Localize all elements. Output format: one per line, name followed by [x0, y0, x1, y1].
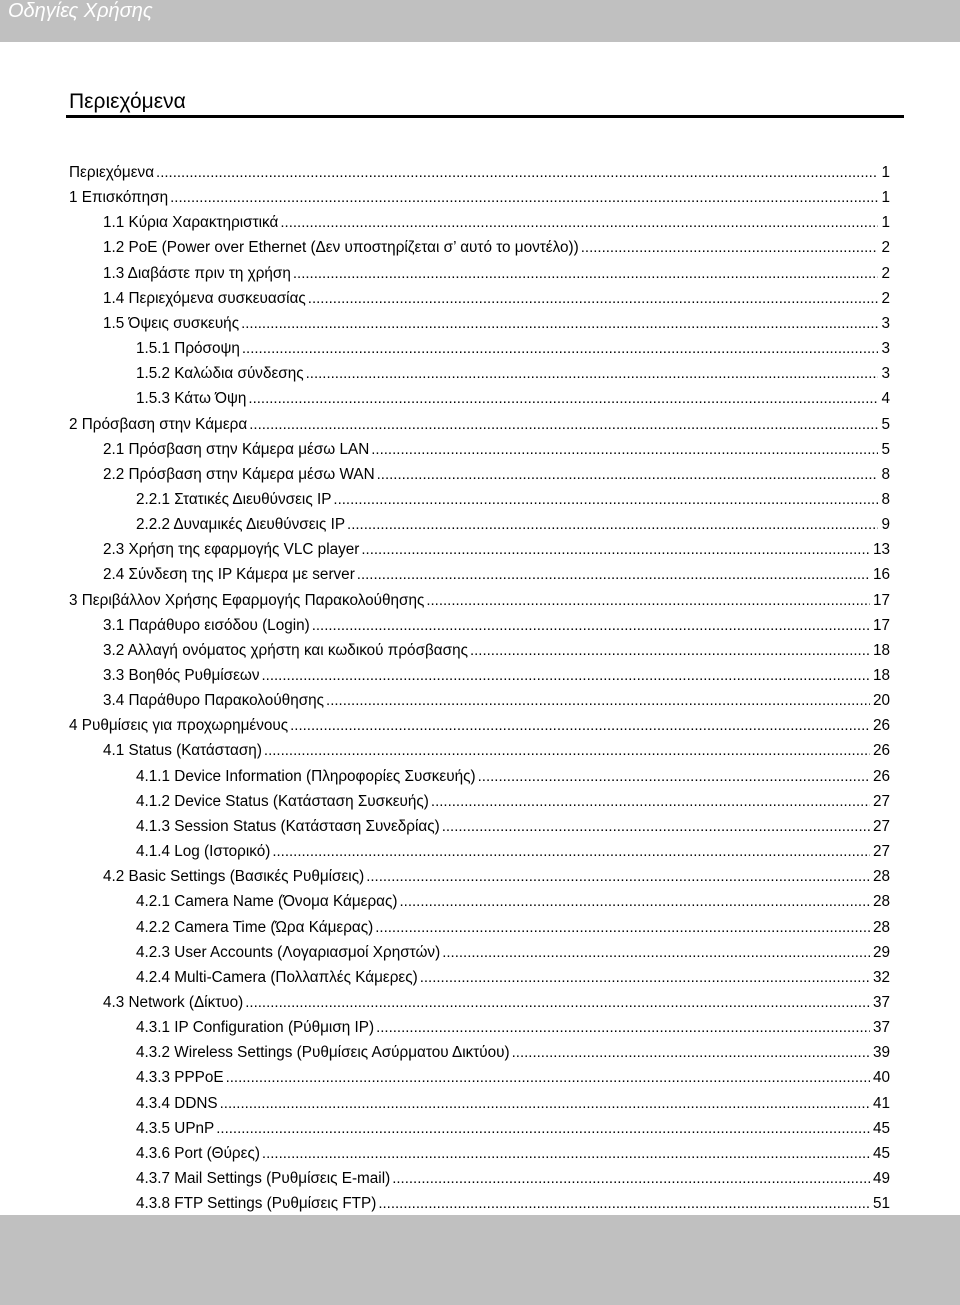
toc-entry-page: 37: [872, 1019, 890, 1037]
toc-leader-dots: [361, 537, 870, 562]
toc-entry-label: 4.1 Status (Κατάσταση): [103, 742, 262, 760]
toc-entry[interactable]: [103, 663, 890, 688]
toc-entry-label: 3.1 Παράθυρο εισόδου (Login): [103, 616, 310, 634]
toc-entry-label: 1.5.1 Πρόσοψη: [136, 340, 240, 358]
toc-entry-page: 8: [881, 465, 890, 483]
toc-entry-label: 2.2.2 Δυναμικές Διευθύνσεις IP: [136, 516, 346, 534]
toc-entry[interactable]: [136, 789, 890, 814]
toc-entry-page: 49: [872, 1170, 890, 1187]
toc-entry-page: 26: [872, 767, 890, 785]
toc-entry[interactable]: [136, 965, 890, 990]
toc-entry-page: 1: [881, 214, 890, 232]
toc-entry-page: 2: [881, 239, 890, 257]
toc-entry-page: 27: [872, 843, 890, 861]
toc-leader-dots: [400, 889, 870, 914]
toc-leader-dots: [226, 1065, 870, 1090]
toc-entry-page: 3: [881, 314, 890, 332]
toc-leader-dots: [420, 965, 870, 990]
toc-entry-page: 32: [872, 968, 890, 986]
toc-leader-dots: [241, 311, 878, 336]
toc-entry[interactable]: [69, 160, 890, 185]
toc-entry-page: 5: [881, 415, 890, 433]
toc-leader-dots: [375, 915, 870, 940]
toc-leader-dots: [312, 613, 870, 638]
toc-leader-dots: [156, 160, 878, 185]
toc-entry[interactable]: [136, 915, 890, 940]
toc-entry-page: 18: [872, 641, 890, 659]
toc-entry-label: 4.1.4 Log (Ιστορικό): [136, 843, 271, 861]
toc-entry[interactable]: [103, 688, 890, 713]
toc-entry-page: 17: [872, 616, 890, 634]
toc-entry[interactable]: [136, 361, 890, 386]
toc-entry[interactable]: [103, 562, 890, 587]
toc-entry[interactable]: [103, 437, 890, 462]
toc-entry-label: 1.5.2 Καλώδια σύνδεσης: [136, 365, 304, 383]
toc-entry[interactable]: [103, 537, 890, 562]
toc-entry[interactable]: [136, 1141, 890, 1166]
toc-entry-label: 4.1.1 Device Information (Πληροφορίες Συσκευής): [136, 767, 476, 785]
toc-entry[interactable]: [136, 1166, 890, 1191]
toc-entry[interactable]: [136, 839, 890, 864]
toc-leader-dots: [377, 462, 879, 487]
toc-entry-page: 5: [881, 440, 890, 458]
page-title: Περιεχόμενα: [69, 90, 186, 113]
toc-entry[interactable]: [69, 185, 890, 210]
toc-entry[interactable]: [136, 336, 890, 361]
heading-divider: [66, 115, 904, 118]
toc-leader-dots: [272, 839, 870, 864]
toc-entry[interactable]: [103, 864, 890, 889]
toc-entry-page: 9: [881, 516, 890, 534]
toc-entry-page: 28: [872, 868, 890, 886]
toc-entry-page: 20: [872, 692, 890, 710]
toc-leader-dots: [378, 1191, 870, 1216]
toc-entry[interactable]: [136, 814, 890, 839]
toc-entry[interactable]: [103, 638, 890, 663]
toc-entry-page: 37: [872, 993, 890, 1011]
toc-entry-label: 4.3.7 Mail Settings (Ρυθμίσεις E-mail): [136, 1170, 391, 1187]
toc-entry-label: 4.3.3 PPPoE: [136, 1069, 224, 1087]
toc-leader-dots: [426, 588, 870, 613]
toc-leader-dots: [431, 789, 870, 814]
toc-leader-dots: [333, 487, 878, 512]
toc-entry[interactable]: [103, 990, 890, 1015]
toc-entry-page: 40: [872, 1069, 890, 1087]
toc-entry[interactable]: [69, 713, 890, 738]
toc-leader-dots: [170, 185, 878, 210]
toc-entry[interactable]: [136, 512, 890, 537]
toc-entry-page: 1: [881, 164, 890, 181]
toc-entry[interactable]: [136, 1065, 890, 1090]
toc-leader-dots: [326, 688, 870, 713]
toc-leader-dots: [512, 1040, 870, 1065]
toc-leader-dots: [290, 713, 870, 738]
footer-band: [0, 1215, 960, 1305]
toc-entry-page: 1: [881, 189, 890, 207]
toc-leader-dots: [264, 738, 870, 763]
toc-entry-page: 17: [872, 591, 890, 609]
toc-entry-label: 4.3.5 UPnP: [136, 1119, 215, 1137]
toc-leader-dots: [470, 638, 870, 663]
toc-leader-dots: [249, 412, 878, 437]
toc-leader-dots: [306, 361, 879, 386]
toc-entry[interactable]: [136, 487, 890, 512]
toc-entry-page: 45: [872, 1119, 890, 1137]
toc-entry-page: 13: [872, 541, 890, 559]
toc-leader-dots: [262, 663, 870, 688]
toc-entry-label: 2.3 Χρήση της εφαρμογής VLC player: [103, 541, 360, 559]
toc-entry-label: 4.1.3 Session Status (Κατάσταση Συνεδρίας): [136, 817, 440, 835]
toc-entry-label: Περιεχόμενα: [69, 164, 155, 181]
header-band: [0, 0, 960, 42]
toc-entry[interactable]: [136, 1116, 890, 1141]
toc-leader-dots: [245, 990, 870, 1015]
toc-leader-dots: [478, 764, 870, 789]
toc-entry-page: 41: [872, 1094, 890, 1112]
toc-entry-label: 3 Περιβάλλον Χρήσης Εφαρμογής Παρακολούθησης: [69, 591, 425, 609]
toc-entry-label: 4 Ρυθμίσεις για προχωρημένους: [69, 717, 289, 735]
toc-entry[interactable]: [136, 386, 890, 411]
toc-entry-page: 26: [872, 717, 890, 735]
toc-entry[interactable]: [136, 1040, 890, 1065]
toc-entry-page: 27: [872, 817, 890, 835]
toc-entry-page: 16: [872, 566, 890, 584]
toc-leader-dots: [248, 386, 878, 411]
toc-leader-dots: [220, 1091, 870, 1116]
document-title: Οδηγίες Χρήσης: [8, 0, 153, 22]
toc-entry-page: 2: [881, 264, 890, 282]
toc-entry-page: 3: [881, 365, 890, 383]
toc-leader-dots: [262, 1141, 870, 1166]
toc-entry-page: 27: [872, 792, 890, 810]
toc-entry-label: 4.3.4 DDNS: [136, 1094, 218, 1112]
toc-entry-label: 1.5 Όψεις συσκευής: [103, 314, 240, 332]
toc-leader-dots: [392, 1166, 870, 1191]
toc-leader-dots: [347, 512, 878, 537]
toc-leader-dots: [581, 235, 879, 260]
toc-entry-label: 4.1.2 Device Status (Κατάσταση Συσκευής): [136, 792, 429, 810]
toc-entry-page: 3: [881, 340, 890, 358]
toc-entry[interactable]: [136, 889, 890, 914]
toc-entry-label: 3.3 Βοηθός Ρυθμίσεων: [103, 667, 260, 684]
toc-entry[interactable]: [103, 261, 890, 286]
toc-leader-dots: [442, 940, 870, 965]
toc-entry-page: 26: [872, 742, 890, 760]
toc-leader-dots: [376, 1015, 870, 1040]
toc-entry-label: 2.1 Πρόσβαση στην Κάμερα μέσω LAN: [103, 440, 370, 458]
toc-entry-label: 1.1 Κύρια Χαρακτηριστικά: [103, 214, 279, 232]
toc-entry-page: 18: [872, 667, 890, 684]
toc-entry-label: 4.2.4 Multi-Camera (Πολλαπλές Κάμερες): [136, 968, 418, 986]
toc-entry-label: 1 Επισκόπηση: [69, 189, 169, 207]
toc-leader-dots: [293, 261, 879, 286]
toc-entry-label: 1.4 Περιεχόμενα συσκευασίας: [103, 289, 306, 307]
toc-entry-label: 1.2 PoE (Power over Ethernet (Δεν υποστηρίζεται σ’ αυτό το μοντέλο)): [103, 239, 579, 257]
toc-entry[interactable]: [69, 412, 890, 437]
toc-leader-dots: [366, 864, 870, 889]
toc-entry-label: 4.2 Basic Settings (Βασικές Ρυθμίσεις): [103, 868, 365, 886]
toc-entry[interactable]: [136, 764, 890, 789]
toc-entry[interactable]: [136, 1091, 890, 1116]
toc-entry-label: 1.3 Διαβάστε πριν τη χρήση: [103, 264, 291, 282]
toc-entry-page: 29: [872, 943, 890, 961]
toc-leader-dots: [280, 210, 878, 235]
toc-entry-label: 2 Πρόσβαση στην Κάμερα: [69, 415, 248, 433]
toc-entry-label: 4.3.8 FTP Settings (Ρυθμίσεις FTP): [136, 1195, 377, 1213]
toc-entry-label: 3.2 Αλλαγή ονόματος χρήστη και κωδικού πρόσβασης: [103, 641, 468, 659]
toc-entry-label: 2.2 Πρόσβαση στην Κάμερα μέσω WAN: [103, 465, 375, 483]
toc-leader-dots: [308, 286, 879, 311]
toc-entry[interactable]: [103, 738, 890, 763]
toc-entry[interactable]: [103, 613, 890, 638]
toc-entry-label: 4.3.6 Port (Θύρες): [136, 1144, 260, 1162]
toc-entry-label: 2.4 Σύνδεση της IP Κάμερα με server: [103, 566, 355, 584]
toc-entry-label: 4.2.1 Camera Name (Όνομα Κάμερας): [136, 893, 398, 911]
toc-leader-dots: [371, 437, 878, 462]
toc-entry[interactable]: [103, 235, 890, 260]
toc-leader-dots: [216, 1116, 870, 1141]
toc-entry-page: 4: [881, 390, 890, 408]
toc-entry[interactable]: [136, 1191, 890, 1216]
toc-entry-label: 3.4 Παράθυρο Παρακολούθησης: [103, 692, 325, 710]
toc-entry-page: 8: [881, 490, 890, 508]
toc-entry[interactable]: [136, 1015, 890, 1040]
toc-leader-dots: [242, 336, 879, 361]
toc-entry[interactable]: [69, 588, 890, 613]
toc-leader-dots: [442, 814, 870, 839]
toc-entry-label: 4.3.1 IP Configuration (Ρύθμιση IP): [136, 1019, 375, 1037]
toc-entry-page: 39: [872, 1044, 890, 1062]
toc-entry-page: 51: [872, 1195, 890, 1213]
toc-entry[interactable]: [103, 462, 890, 487]
toc-entry-label: 4.3.2 Wireless Settings (Ρυθμίσεις Ασύρματου Δικτύου): [136, 1044, 510, 1062]
toc-entry-label: 2.2.1 Στατικές Διευθύνσεις IP: [136, 490, 332, 508]
toc-entry-label: 1.5.3 Κάτω Όψη: [136, 390, 247, 408]
toc-entry[interactable]: [103, 286, 890, 311]
toc-entry[interactable]: [103, 210, 890, 235]
toc-entry-label: 4.2.3 User Accounts (Λογαριασμοί Χρηστών): [136, 943, 441, 961]
toc-entry-label: 4.2.2 Camera Time (Ώρα Κάμερας): [136, 918, 374, 936]
toc-entry-page: 45: [872, 1144, 890, 1162]
toc-leader-dots: [357, 562, 870, 587]
toc-entry-page: 28: [872, 893, 890, 911]
toc-entry[interactable]: [136, 940, 890, 965]
toc-entry-page: 2: [881, 289, 890, 307]
toc-entry-label: 4.3 Network (Δίκτυο): [103, 993, 244, 1011]
toc-entry-page: 28: [872, 918, 890, 936]
toc-entry[interactable]: [103, 311, 890, 336]
